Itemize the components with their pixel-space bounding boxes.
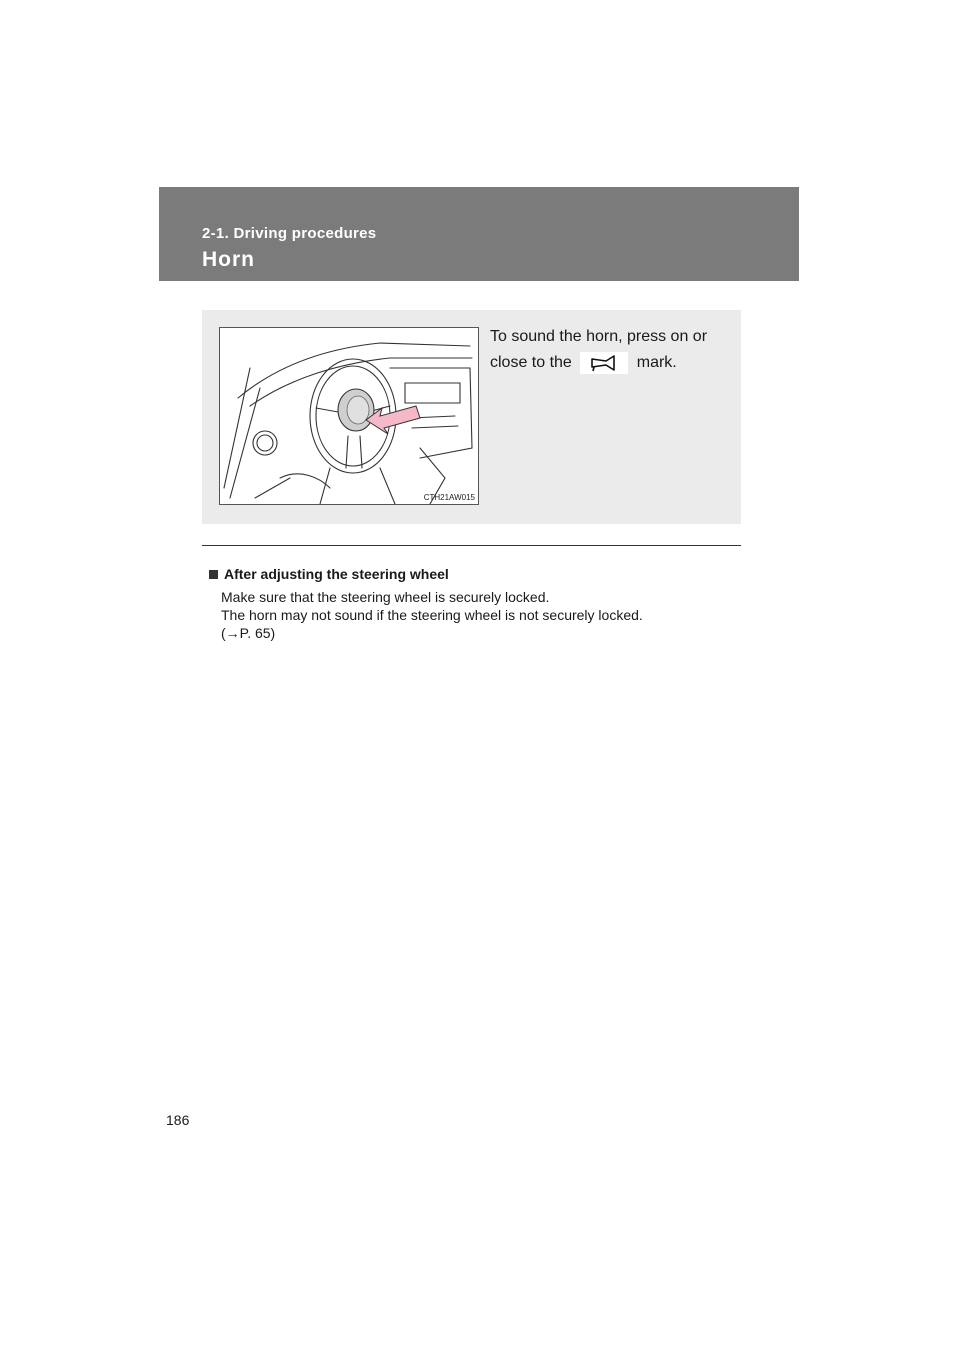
horn-icon <box>580 352 628 374</box>
figure-code: CTH21AW015 <box>423 493 475 502</box>
section-label: 2-1. Driving procedures <box>202 225 377 242</box>
note-line: Make sure that the steering wheel is securely locked. <box>221 589 550 605</box>
instruction-text <box>490 324 730 376</box>
section-header <box>159 187 799 281</box>
instruction-after: mark. <box>636 354 677 371</box>
dashboard-drawing <box>220 328 478 504</box>
note-body <box>209 588 729 642</box>
page-reference-link[interactable]: (→P. 65) <box>221 625 276 641</box>
steering-wheel-illustration <box>219 327 479 505</box>
note-line: The horn may not sound if the steering wheel is not securely locked. <box>221 607 643 623</box>
instruction-before: To sound the horn, press on or close to the <box>490 328 708 371</box>
divider <box>202 545 741 546</box>
square-bullet-icon <box>209 570 218 579</box>
note-heading-text: After adjusting the steering wheel <box>224 566 449 582</box>
note-section <box>209 566 729 642</box>
illustration-panel <box>202 310 741 524</box>
page-number: 186 <box>166 1112 190 1128</box>
note-heading <box>209 566 729 582</box>
page-title: Horn <box>202 248 255 271</box>
